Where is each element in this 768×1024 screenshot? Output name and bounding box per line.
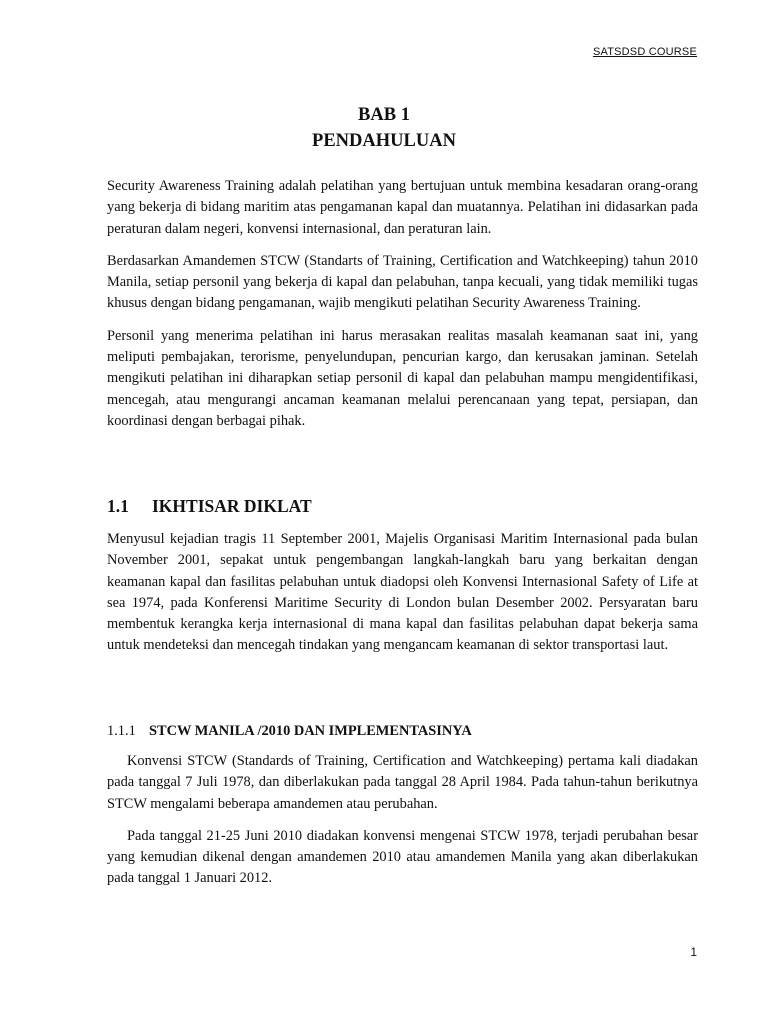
subsection-paragraph-1: Konvensi STCW (Standards of Training, Certification and Watchkeeping) pertama kali diadakan pada tanggal 7 Juli 1978, dan diberlakukan pada tanggal 28 April 1984. Pada tahun-tahun berikutnya STCW mengalami beberapa amandemen atau perubahan. <box>107 753 698 812</box>
intro-paragraph-3: Personil yang menerima pelatihan ini harus merasakan realitas masalah keamanan saat ini, yang meliputi pembajakan, terorisme, penyelundupan, pencurian kargo, dan kerusakan jaminan. Setelah mengikuti pelatihan ini diharapkan setiap personil di kapal dan pelabuhan mampu mengidentifikasi, mencegah, atau mengurangi ancaman keamanan melalui perencanaan yang tepat, persiapan, dan koordinasi dengan berbagai pihak. <box>107 327 698 429</box>
intro-paragraph-1: Security Awareness Training adalah pelatihan yang bertujuan untuk membina kesadaran orang-orang yang bekerja di bidang maritim atas pengamanan kapal dan muatannya. Pelatihan ini didasarkan pada peraturan dalam negeri, konvensi internasional, dan peraturan lain. <box>107 178 698 237</box>
chapter-heading <box>0 102 768 154</box>
page-number: 1 <box>690 945 697 959</box>
section-1-1-body <box>107 529 698 657</box>
section-heading-1-1 <box>107 495 312 517</box>
chapter-title: PENDAHULUAN <box>312 131 456 151</box>
section-1-1-1-body <box>107 751 698 890</box>
section-title: IKHTISAR DIKLAT <box>152 496 312 516</box>
section-1-1-paragraph: Menyusul kejadian tragis 11 September 2001, Majelis Organisasi Maritim Internasional pada bulan November 2001, sepakat untuk pengembangan langkah-langkah baru yang berkaitan dengan keamanan kapal dan fasilitas pelabuhan untuk diadopsi oleh Konvensi Internasional Safety of Life at sea 1974, pada Konferensi Maritime Security di London bulan Desember 2002. Persyaratan baru membentuk kerangka kerja internasional di mana kapal dan fasilitas pelabuhan dapat bekerja sama untuk mendeteksi dan mencegah tindakan yang mengancam keamanan di sektor transportasi laut. <box>107 531 698 654</box>
section-number: 1.1 <box>107 496 129 516</box>
subsection-number: 1.1.1 <box>107 723 136 739</box>
running-header: SATSDSD COURSE <box>592 46 697 58</box>
subsection-heading-1-1-1 <box>107 721 472 741</box>
intro-paragraph-2: Berdasarkan Amandemen STCW (Standarts of Training, Certification and Watchkeeping) tahun 2010 Manila, setiap personil yang bekerja di kapal dan pelabuhan, tanpa kecuali, yang tidak memiliki tugas khusus dengan bidang pengamanan, wajib mengikuti pelatihan Security Awareness Training. <box>107 252 698 312</box>
intro-section <box>107 176 698 432</box>
chapter-label: BAB 1 <box>358 105 410 125</box>
subsection-paragraph-2: Pada tanggal 21-25 Juni 2010 diadakan konvensi mengenai STCW 1978, terjadi perubahan besar yang kemudian dikenal dengan amandemen 2010 atau amandemen Manila yang akan diberlakukan pada tanggal 1 Januari 2012. <box>107 827 698 887</box>
subsection-title: STCW MANILA /2010 DAN IMPLEMENTASINYA <box>149 723 472 739</box>
